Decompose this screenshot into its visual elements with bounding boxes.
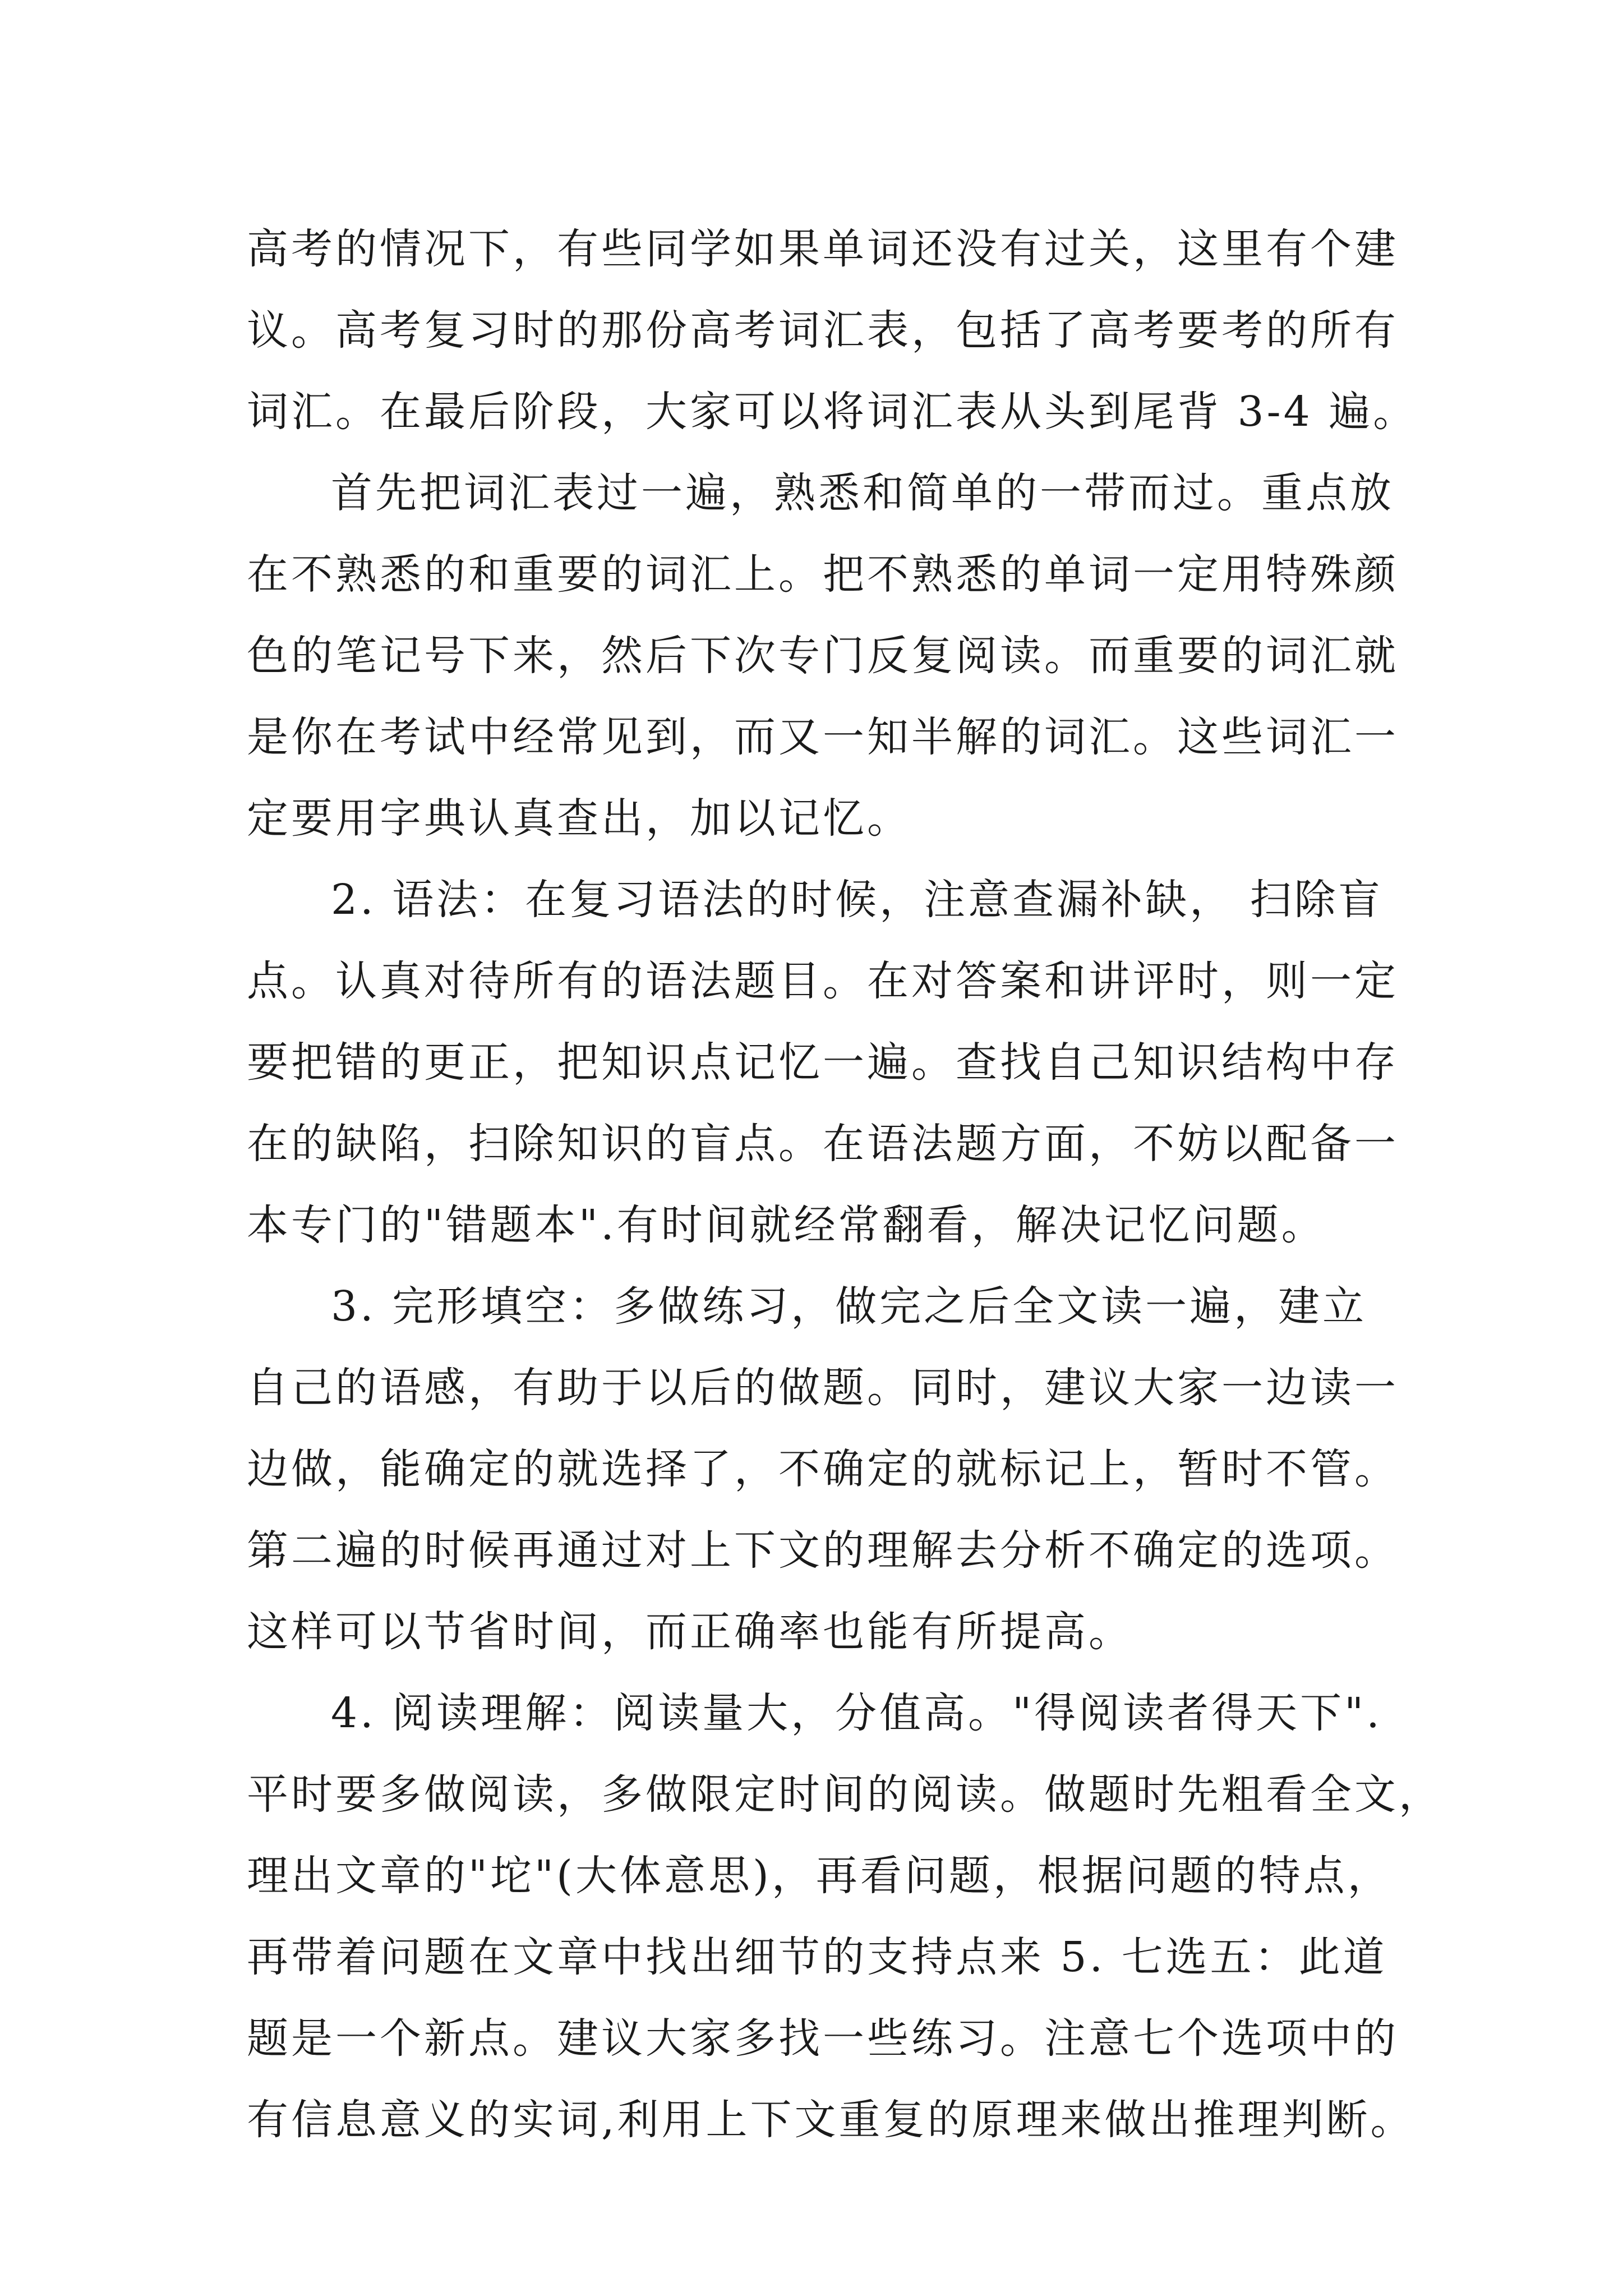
text-line: 色的笔记号下来，然后下次专门反复阅读。而重要的词汇就	[247, 632, 1399, 680]
text-line: 要把错的更正，把知识点记忆一遍。查找自己知识结构中存	[247, 1038, 1399, 1087]
text-line: 议。高考复习时的那份高考词汇表，包括了高考要考的所有	[247, 306, 1399, 355]
text-line: 在不熟悉的和重要的词汇上。把不熟悉的单词一定用特殊颜	[247, 550, 1399, 599]
text-line: 理出文章的"坨"(大体意思)，再看问题，根据问题的特点，	[247, 1852, 1392, 1900]
text-line: 高考的情况下，有些同学如果单词还没有过关，这里有个建	[247, 225, 1399, 273]
paragraph-start-line: 首先把词汇表过一遍，熟悉和简单的一带而过。重点放	[331, 469, 1394, 517]
text-line: 第二遍的时候再通过对上下文的理解去分析不确定的选项。	[247, 1526, 1399, 1575]
text-line: 边做，能确定的就选择了，不确定的就标记上，暂时不管。	[247, 1445, 1399, 1493]
text-line: 这样可以节省时间，而正确率也能有所提高。	[247, 1608, 1133, 1656]
text-line: 自己的语感，有助于以后的做题。同时，建议大家一边读一	[247, 1364, 1399, 1412]
body-text	[247, 209, 1443, 2161]
text-line: 点。认真对待所有的语法题目。在对答案和讲评时，则一定	[247, 957, 1399, 1005]
text-line: 平时要多做阅读，多做限定时间的阅读。做题时先粗看全文，	[247, 1770, 1443, 1819]
paragraph-start-line: 4. 阅读理解：阅读量大，分值高。"得阅读者得天下".	[331, 1689, 1382, 1737]
text-line: 是你在考试中经常见到，而又一知半解的词汇。这些词汇一	[247, 713, 1399, 761]
text-line: 词汇。在最后阶段，大家可以将词汇表从头到尾背 3-4 遍。	[247, 388, 1418, 436]
text-line: 定要用字典认真查出，加以记忆。	[247, 794, 911, 843]
text-line: 本专门的"错题本".有时间就经常翻看，解决记忆问题。	[247, 1201, 1326, 1249]
text-line: 再带着问题在文章中找出细节的支持点来 5. 七选五：此道	[247, 1933, 1387, 1981]
paragraph-start-line: 3. 完形填空：多做练习，做完之后全文读一遍，建立	[331, 1282, 1367, 1331]
paragraph-start-line: 2. 语法：在复习语法的时候，注意查漏补缺， 扫除盲	[331, 876, 1383, 924]
text-line: 题是一个新点。建议大家多找一些练习。注意七个选项中的	[247, 2014, 1399, 2063]
text-line: 在的缺陷，扫除知识的盲点。在语法题方面，不妨以配备一	[247, 1120, 1399, 1168]
text-line: 有信息意义的实词,利用上下文重复的原理来做出推理判断。	[247, 2096, 1415, 2144]
